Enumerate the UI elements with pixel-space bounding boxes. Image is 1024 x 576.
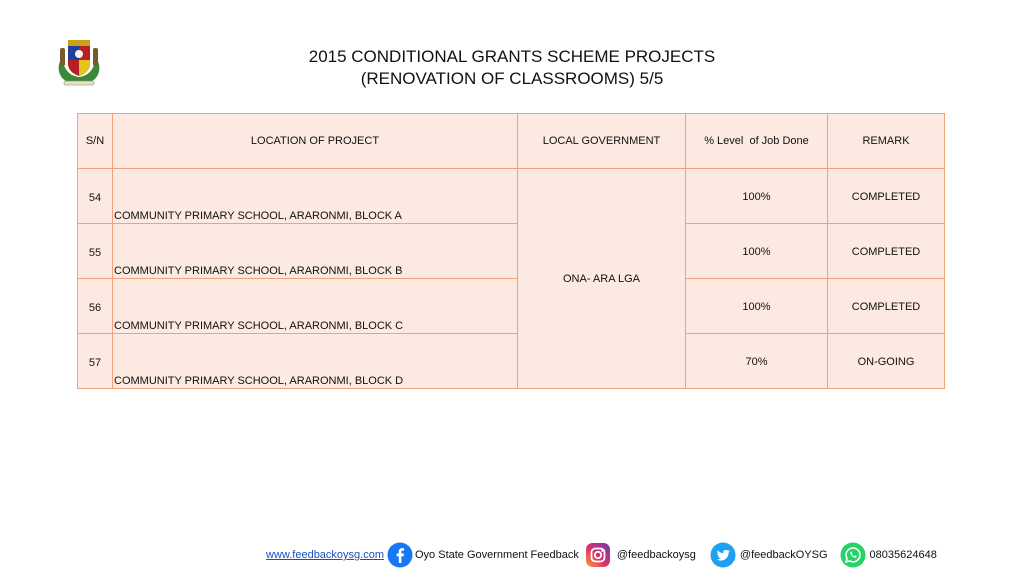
whatsapp-number: 08035624648: [869, 549, 937, 561]
instagram-icon[interactable]: [585, 542, 611, 568]
cell-sn: 55: [78, 224, 113, 279]
table-row: [78, 169, 945, 224]
header-remark: REMARK: [828, 114, 945, 169]
header-lga: LOCAL GOVERNMENT: [518, 114, 686, 169]
table-header-row: [78, 114, 945, 169]
projects-table: [77, 113, 945, 389]
cell-remark: COMPLETED: [828, 279, 945, 334]
table-row: [78, 334, 945, 389]
cell-remark: COMPLETED: [828, 169, 945, 224]
cell-sn: 54: [78, 169, 113, 224]
website-link[interactable]: www.feedbackoysg.com: [266, 549, 384, 561]
cell-level: 100%: [686, 169, 828, 224]
cell-remark: ON-GOING: [828, 334, 945, 389]
cell-sn: 56: [78, 279, 113, 334]
cell-remark: COMPLETED: [828, 224, 945, 279]
cell-location: COMMUNITY PRIMARY SCHOOL, ARARONMI, BLOCK D: [113, 334, 518, 389]
cell-location: COMMUNITY PRIMARY SCHOOL, ARARONMI, BLOCK A: [113, 169, 518, 224]
table-row: [78, 279, 945, 334]
header-location: LOCATION OF PROJECT: [113, 114, 518, 169]
page-title: [0, 46, 1024, 90]
cell-level: 100%: [686, 224, 828, 279]
cell-location: COMMUNITY PRIMARY SCHOOL, ARARONMI, BLOCK C: [113, 279, 518, 334]
footer-contact-bar: [266, 541, 937, 569]
header-sn: S/N: [78, 114, 113, 169]
table-row: [78, 224, 945, 279]
title-line-1: 2015 CONDITIONAL GRANTS SCHEME PROJECTS: [308, 47, 716, 66]
title-line-2: (RENOVATION OF CLASSROOMS) 5/5: [360, 69, 664, 88]
header-level: % Level of Job Done: [686, 114, 828, 169]
cell-lga: ONA- ARA LGA: [518, 169, 686, 389]
twitter-icon[interactable]: [710, 542, 736, 568]
cell-location: COMMUNITY PRIMARY SCHOOL, ARARONMI, BLOCK B: [113, 224, 518, 279]
cell-level: 100%: [686, 279, 828, 334]
cell-level: 70%: [686, 334, 828, 389]
facebook-icon[interactable]: [387, 542, 413, 568]
instagram-handle: @feedbackoysg: [616, 549, 696, 561]
cell-sn: 57: [78, 334, 113, 389]
whatsapp-icon[interactable]: [840, 542, 866, 568]
twitter-handle: @feedbackOYSG: [739, 549, 828, 561]
facebook-handle: Oyo State Government Feedback: [415, 549, 579, 561]
